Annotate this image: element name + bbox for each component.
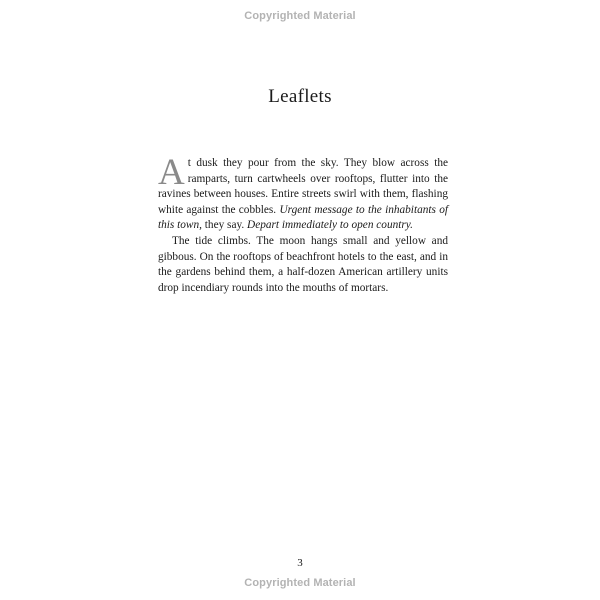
chapter-title: Leaflets [268, 86, 332, 107]
page-number: 3 [297, 557, 303, 569]
paragraph-1-text-a: t dusk they pour from the sky. They blow across the ramparts, turn cartwheels over rooftops, flutter into the ravines between houses. Entire streets swirl with them, flashing white against the cobbles. [158, 157, 448, 216]
paragraph-1-italic-message: Urgent message to the inhabitants of this town, [158, 203, 449, 232]
drop-cap-letter: A [158, 152, 185, 193]
copyright-watermark-bottom: Copyrighted Material [244, 577, 356, 589]
paragraph-1-text-b: they say. [201, 219, 248, 232]
paragraph-1 [158, 152, 449, 234]
copyright-watermark-top: Copyrighted Material [244, 10, 356, 22]
paragraph-1-italic-order: Depart immediately to open country. [247, 219, 413, 232]
paragraph-2: The tide climbs. The moon hangs small and yellow and gibbous. On the rooftops of beachfront hotels to the east, and in the gardens behind them, a half-dozen American artillery units drop incendiary rounds into the mouths of mortars. [158, 234, 448, 294]
chapter-body [158, 152, 449, 296]
